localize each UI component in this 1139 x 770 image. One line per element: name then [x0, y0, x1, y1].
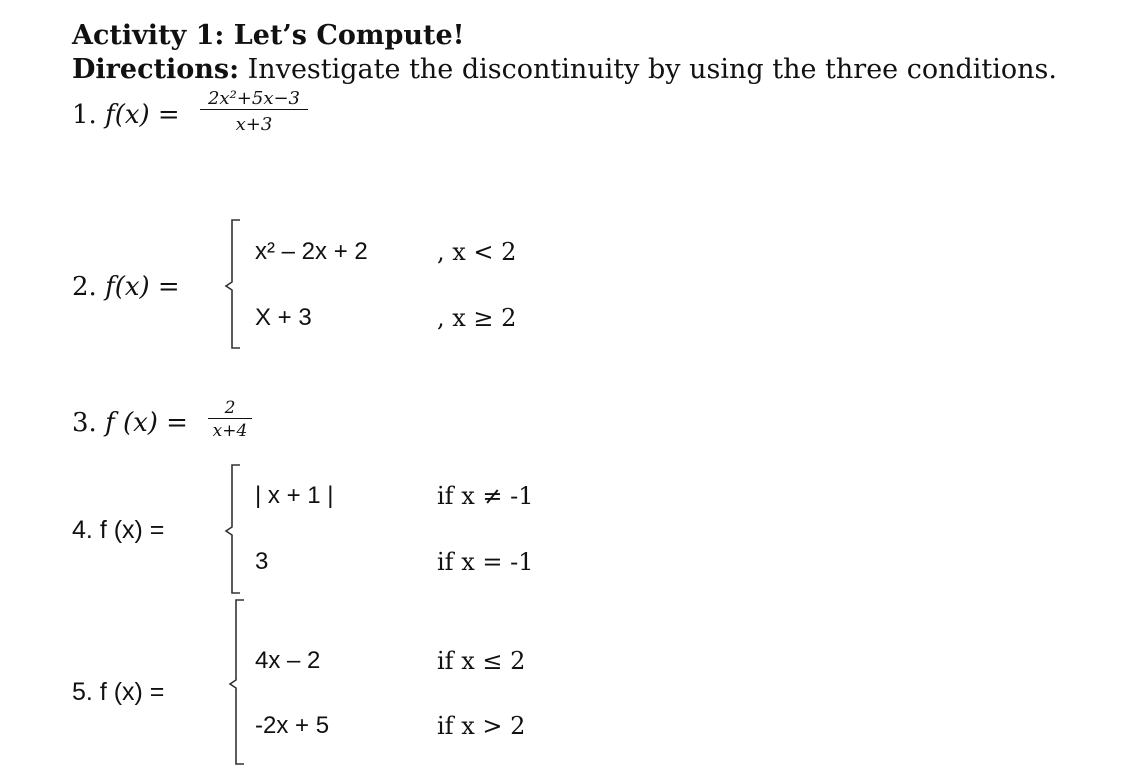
- problem-5-number: 5.: [72, 678, 93, 706]
- problem-2-case-1-cond: , x < 2: [437, 238, 517, 266]
- directions-text: Investigate the discontinuity by using the three conditions.: [239, 54, 1057, 85]
- fraction-bar: [200, 109, 308, 110]
- problem-2-case-2-expr: X + 3: [255, 304, 312, 331]
- problem-3-numerator: 2: [224, 398, 236, 418]
- problem-4-case-2-cond: if x = -1: [437, 548, 534, 576]
- problem-4-case-2-expr: 3: [255, 548, 269, 575]
- fraction-bar: [208, 418, 252, 419]
- problem-2-case-2-cond: , x ≥ 2: [437, 304, 517, 332]
- problem-1-lhs: [72, 100, 180, 130]
- problem-3-lhs: [72, 408, 188, 438]
- problem-3-denominator: x+4: [212, 421, 248, 441]
- problem-3-function: f (x) =: [105, 408, 188, 438]
- directions-label: Directions:: [72, 54, 240, 85]
- problem-4-function: f (x) =: [99, 516, 165, 544]
- problem-5-case-1-expr: 4x – 2: [255, 647, 321, 674]
- problem-4-brace: [218, 465, 248, 595]
- problem-4-number: 4.: [72, 516, 93, 544]
- problem-2-case-1-expr: x² – 2x + 2: [255, 238, 368, 265]
- problem-1-function: f(x) =: [105, 100, 180, 130]
- problem-1-denominator: x+3: [235, 114, 273, 135]
- problem-4-lhs: [72, 516, 164, 545]
- problem-5-case-2-cond: if x > 2: [437, 712, 526, 740]
- problem-2-function: f(x) =: [105, 272, 180, 302]
- problem-5-case-1-cond: if x ≤ 2: [437, 647, 526, 675]
- problem-2-number: 2.: [72, 272, 97, 302]
- problem-2-lhs: [72, 272, 180, 302]
- problem-5-function: f (x) =: [99, 678, 165, 706]
- problem-4-case-1-cond: if x ≠ -1: [437, 482, 534, 510]
- problem-5-case-2-expr: -2x + 5: [255, 712, 330, 739]
- directions: [72, 54, 1057, 85]
- problem-3-fraction: [208, 398, 252, 441]
- activity-title: Activity 1: Let’s Compute!: [72, 20, 465, 51]
- problem-1-number: 1.: [72, 100, 97, 130]
- problem-5-lhs: [72, 678, 164, 707]
- problem-4-case-1-expr: | x + 1 |: [255, 482, 334, 509]
- problem-2-brace: [218, 220, 248, 350]
- problem-1-numerator: 2x²+5x−3: [207, 88, 301, 109]
- problem-1-fraction: [200, 88, 308, 135]
- problem-5-brace: [222, 600, 252, 766]
- problem-3-number: 3.: [72, 408, 97, 438]
